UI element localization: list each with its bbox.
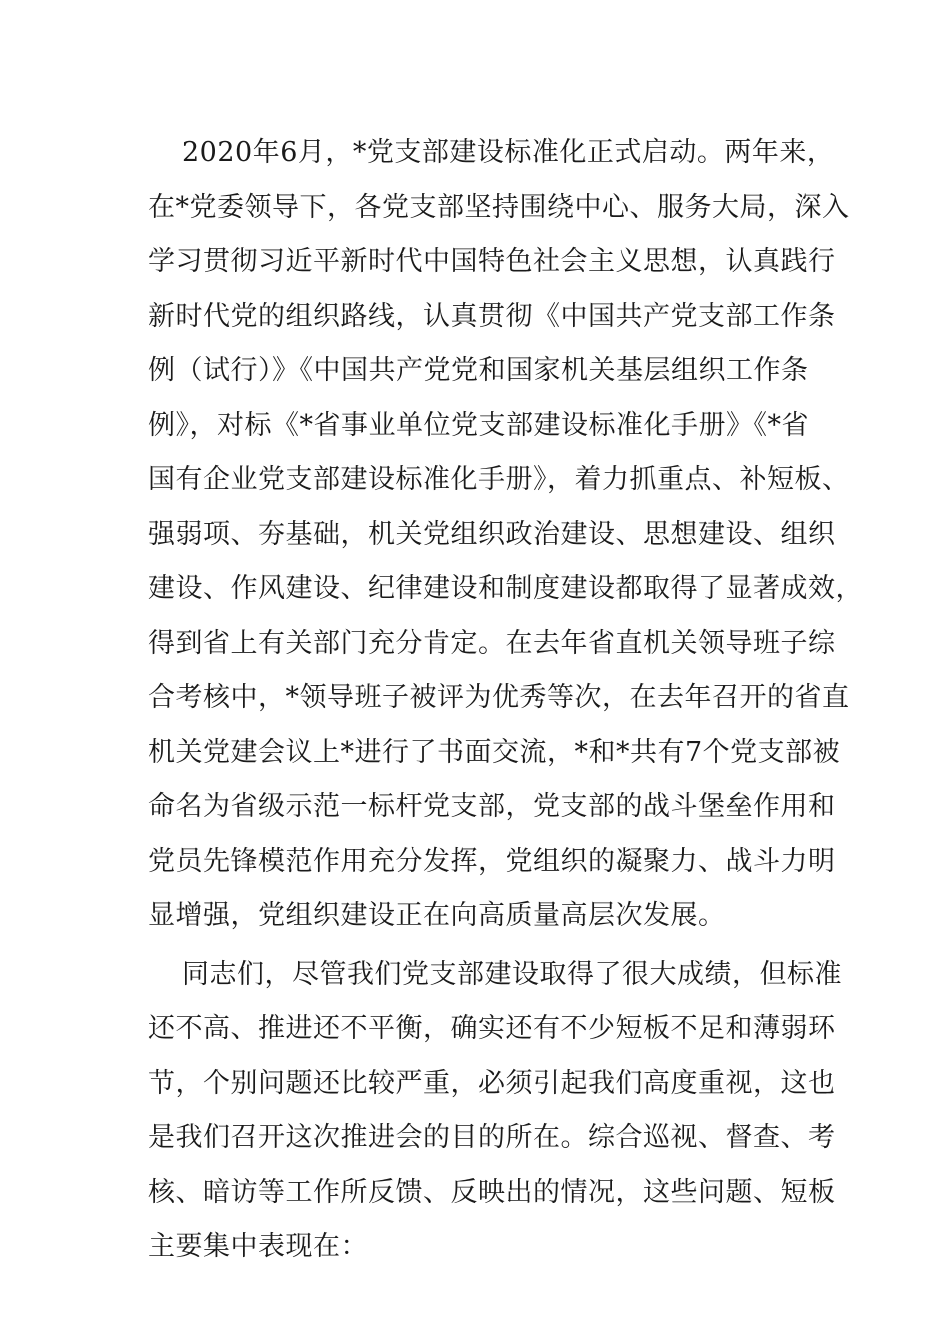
text-line: 党员先锋模范作用充分发挥，党组织的凝聚力、战斗力明 <box>148 845 836 877</box>
document-body <box>148 126 863 1275</box>
paragraph-1 <box>148 126 863 944</box>
text-line: 是我们召开这次推进会的目的所在。综合巡视、督查、考 <box>148 1122 836 1153</box>
text-line: 国有企业党支部建设标准化手册》，着力抓重点、补短板、 <box>148 464 850 495</box>
text-line: 机关党建会议上*进行了书面交流，*和*共有7个党支部被 <box>148 736 841 768</box>
text-line: 核、暗访等工作所反馈、反映出的情况，这些问题、短板 <box>148 1176 836 1208</box>
text-line: 例（试行）》《中国共产党党和国家机关基层组织工作条 <box>148 355 809 386</box>
text-line: 建设、作风建设、纪律建设和制度建设都取得了显著成效， <box>148 573 863 604</box>
text-line: 学习贯彻习近平新时代中国特色社会主义思想，认真践行 <box>148 246 836 277</box>
text-line: 节，个别问题还比较严重，必须引起我们高度重视，这也 <box>148 1067 836 1099</box>
text-line: 同志们，尽管我们党支部建设取得了很大成绩，但标准 <box>182 958 842 990</box>
text-line: 命名为省级示范一标杆党支部，党支部的战斗堡垒作用和 <box>148 791 836 822</box>
text-line: 显增强，党组织建设正在向高质量高层次发展。 <box>148 900 726 931</box>
text-line: 例》，对标《*省事业单位党支部建设标准化手册》《*省 <box>148 409 809 441</box>
text-line: 合考核中，*领导班子被评为优秀等次，在去年召开的省直 <box>148 682 850 713</box>
text-line: 得到省上有关部门充分肯定。在去年省直机关领导班子综 <box>148 627 836 659</box>
text-line: 新时代党的组织路线，认真贯彻《中国共产党支部工作条 <box>148 300 836 332</box>
text-line: 强弱项、夯基础，机关党组织政治建设、思想建设、组织 <box>148 518 836 550</box>
paragraph-2 <box>148 948 842 1275</box>
text-line: 还不高、推进还不平衡，确实还有不少短板不足和薄弱环 <box>148 1013 836 1044</box>
text-line: 在*党委领导下，各党支部坚持围绕中心、服务大局，深入 <box>148 191 850 223</box>
text-line: 2020年6月，*党支部建设标准化正式启动。两年来， <box>182 137 835 168</box>
text-line: 主要集中表现在： <box>148 1231 368 1262</box>
